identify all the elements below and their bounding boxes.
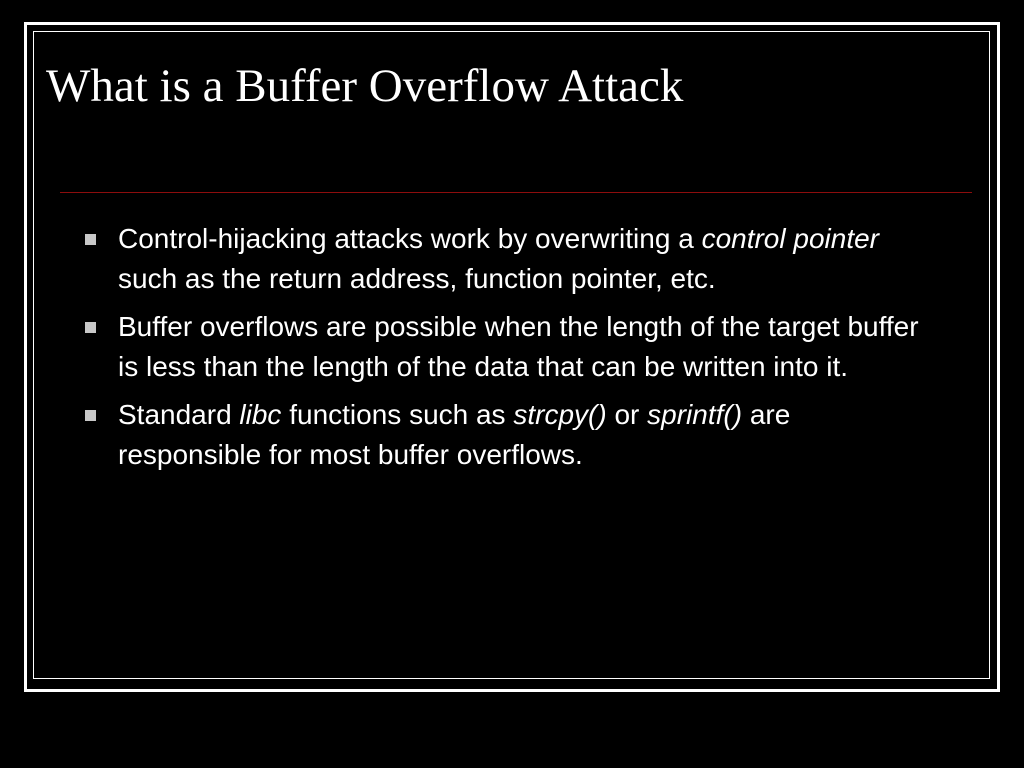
slide-title: What is a Buffer Overflow Attack — [46, 60, 684, 112]
square-bullet-icon — [85, 234, 96, 245]
bullet-item — [118, 395, 938, 475]
square-bullet-icon — [85, 410, 96, 421]
bullet-text-segment: Control-hijacking attacks work by overwriting a — [118, 223, 702, 254]
bullet-text-segment: functions such as — [281, 399, 514, 430]
bullet-item — [118, 307, 938, 387]
bullet-text-segment-italic: control pointer — [701, 223, 879, 254]
bullet-text-segment: are responsible for most buffer overflows. — [118, 399, 799, 470]
bullet-text — [118, 223, 887, 294]
bullet-text-segment-italic: sprintf() — [647, 399, 743, 430]
bullet-text-segment-italic: libc — [239, 399, 282, 430]
bullet-text-segment-italic: strcpy() — [513, 399, 607, 430]
title-divider — [60, 192, 972, 193]
bullet-text-segment: Buffer overflows are possible when the length of the target buffer is less than the length of the data that can be written into it. — [118, 311, 927, 382]
bullet-text — [118, 399, 798, 470]
square-bullet-icon — [85, 322, 96, 333]
bullet-item — [118, 219, 938, 299]
bullet-text-segment: such as the return address, function pointer, etc. — [118, 223, 887, 294]
bullet-text — [118, 311, 926, 382]
bullet-text-segment: Standard — [118, 399, 240, 430]
bullet-list — [118, 219, 938, 483]
bullet-text-segment: or — [606, 399, 648, 430]
